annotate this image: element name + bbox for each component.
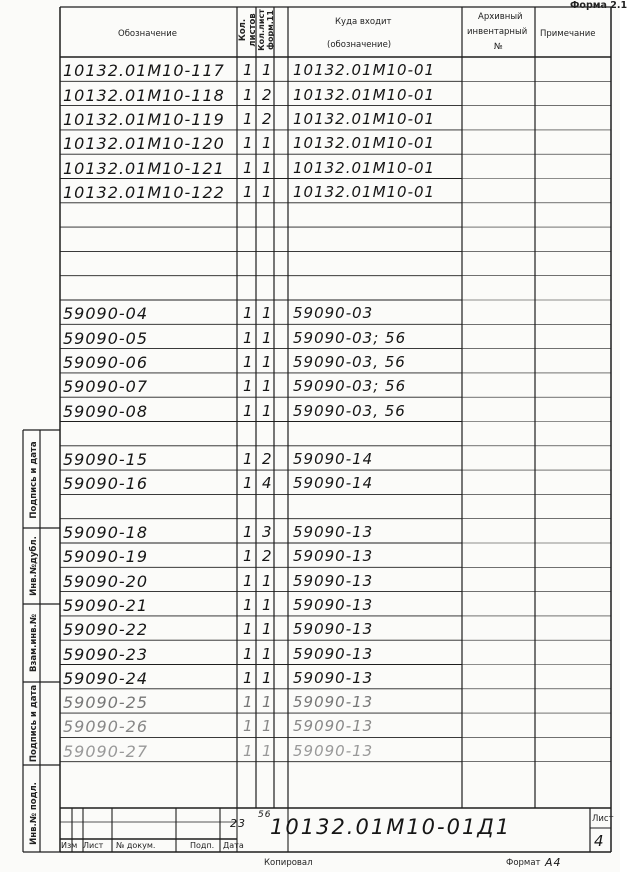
row-sheets: 1 <box>243 571 254 590</box>
side-label-signature-2: Подпись и дата <box>29 684 39 763</box>
row-copies: 1 <box>262 571 273 590</box>
document-number: 10132.01М10-01Д1 <box>270 815 512 839</box>
row-designation: 59090-06 <box>63 352 149 372</box>
row-sheets: 1 <box>243 620 254 639</box>
row-copies: 2 <box>262 109 273 128</box>
row-copies: 4 <box>262 474 273 493</box>
row-destination: 59090-13 <box>293 620 374 639</box>
row-copies: 1 <box>262 377 273 396</box>
footer-format-value: А4 <box>545 856 562 869</box>
row-designation: 59090-18 <box>63 523 149 542</box>
row-designation: 10132.01М10-122 <box>63 182 225 202</box>
tb-col-doc-no: № докум. <box>116 841 156 850</box>
row-sheets: 1 <box>243 693 254 712</box>
row-designation: 10132.01М10-119 <box>63 109 225 129</box>
tb-col-sign: Подп. <box>190 841 215 850</box>
row-sheets: 1 <box>243 741 254 760</box>
header-note: Примечание <box>540 29 596 39</box>
row-destination: 59090-03; 56 <box>293 328 407 347</box>
row-copies: 1 <box>262 668 273 687</box>
row-destination: 59090-13 <box>293 523 374 541</box>
row-copies: 1 <box>262 620 273 639</box>
row-destination: 59090-03 <box>293 304 374 323</box>
row-copies: 2 <box>262 450 273 469</box>
footer-copied: Копировал <box>264 858 313 868</box>
row-designation: 59090-15 <box>63 450 149 470</box>
row-sheets: 1 <box>243 450 254 469</box>
row-designation: 59090-22 <box>63 620 149 640</box>
row-designation: 10132.01М10-118 <box>63 85 225 105</box>
row-destination: 59090-13 <box>293 668 374 687</box>
row-sheets: 1 <box>243 474 254 493</box>
row-destination: 59090-14 <box>293 450 374 469</box>
row-sheets: 1 <box>243 328 254 347</box>
header-destination-2: (обозначение) <box>327 40 392 50</box>
row-sheets: 1 <box>243 109 254 128</box>
row-designation: 59090-26 <box>63 717 149 737</box>
row-destination: 59090-14 <box>293 474 374 493</box>
row-destination: 10132.01М10-01 <box>293 85 436 104</box>
row-sheets: 1 <box>243 547 254 566</box>
row-sheets: 1 <box>243 377 254 396</box>
side-label-replace-inventory: Взам.инв.№ <box>29 614 39 672</box>
row-copies: 1 <box>262 328 273 347</box>
row-designation: 59090-05 <box>63 328 149 348</box>
header-destination-1: Куда входит <box>335 17 392 27</box>
row-sheets: 1 <box>243 668 254 687</box>
row-destination: 59090-13 <box>293 741 374 760</box>
header-copies-count: Кол.лист форм.11 <box>257 9 275 51</box>
row-designation: 59090-19 <box>63 547 149 567</box>
row-designation: 10132.01М10-117 <box>63 61 225 81</box>
row-designation: 59090-07 <box>63 377 149 397</box>
row-copies: 2 <box>262 85 273 104</box>
row-copies: 1 <box>262 158 273 177</box>
side-label-signature-1: Подпись и дата <box>29 441 39 519</box>
row-designation: 59090-04 <box>63 304 149 324</box>
row-destination: 10132.01М10-01 <box>293 134 436 153</box>
tb-mark-23: 23 <box>230 817 246 830</box>
row-sheets: 1 <box>243 644 254 663</box>
row-copies: 1 <box>262 693 273 712</box>
row-sheets: 1 <box>243 352 254 371</box>
row-sheets: 1 <box>243 401 254 420</box>
row-sheets: 1 <box>243 717 254 736</box>
row-destination: 59090-13 <box>293 595 374 614</box>
row-sheets: 1 <box>243 595 254 614</box>
row-destination: 59090-03, 56 <box>293 401 406 420</box>
tb-sheet-label: Лист <box>592 814 614 824</box>
row-destination: 59090-03, 56 <box>293 352 406 371</box>
row-copies: 1 <box>262 182 273 201</box>
row-designation: 59090-23 <box>63 644 149 664</box>
tb-mark-56: 56 <box>258 810 272 820</box>
side-label-dup-inventory: Инв.№дубл. <box>29 536 39 596</box>
row-copies: 1 <box>262 644 273 663</box>
row-designation: 10132.01М10-120 <box>63 134 225 154</box>
header-archive-3: № <box>494 42 503 52</box>
row-destination: 10132.01М10-01 <box>293 61 436 80</box>
row-copies: 1 <box>262 61 273 80</box>
row-designation: 59090-20 <box>63 571 149 591</box>
row-copies: 2 <box>262 547 273 566</box>
tb-sheet-number: 4 <box>594 832 605 850</box>
row-destination: 59090-13 <box>293 644 374 663</box>
row-sheets: 1 <box>243 304 254 323</box>
row-copies: 1 <box>262 717 273 736</box>
row-designation: 59090-21 <box>63 595 149 615</box>
row-destination: 59090-13 <box>293 547 374 566</box>
row-destination: 59090-13 <box>293 693 374 712</box>
header-archive-2: инвентарный <box>467 27 528 37</box>
header-designation: Обозначение <box>118 29 177 39</box>
row-sheets: 1 <box>243 523 254 541</box>
form-label: Форма 2.1 <box>570 0 627 11</box>
side-label-original-inventory: Инв.№ подл. <box>29 782 39 845</box>
row-sheets: 1 <box>243 158 254 177</box>
footer-format-label: Формат <box>506 858 541 868</box>
row-copies: 1 <box>262 741 273 760</box>
row-sheets: 1 <box>243 61 254 80</box>
tb-col-sheet: Лист <box>83 841 104 850</box>
row-designation: 59090-27 <box>63 741 149 761</box>
row-copies: 1 <box>262 304 273 323</box>
row-copies: 3 <box>262 523 273 541</box>
row-sheets: 1 <box>243 182 254 201</box>
row-destination: 10132.01М10-01 <box>293 109 436 128</box>
row-designation: 10132.01М10-121 <box>63 158 225 178</box>
row-designation: 59090-25 <box>63 693 149 713</box>
header-archive-1: Архивный <box>478 12 523 22</box>
row-designation: 59090-24 <box>63 668 149 688</box>
row-destination: 59090-13 <box>293 571 374 590</box>
row-sheets: 1 <box>243 85 254 104</box>
tb-col-date: Дата <box>223 841 244 850</box>
row-sheets: 1 <box>243 134 254 153</box>
tb-col-change: Изм <box>61 841 78 850</box>
row-copies: 1 <box>262 134 273 153</box>
row-destination: 59090-13 <box>293 717 374 736</box>
row-copies: 1 <box>262 595 273 614</box>
row-designation: 59090-08 <box>63 401 149 421</box>
row-destination: 10132.01М10-01 <box>293 158 436 177</box>
row-copies: 1 <box>262 401 273 420</box>
row-copies: 1 <box>262 352 273 371</box>
row-destination: 10132.01М10-01 <box>293 182 436 201</box>
row-designation: 59090-16 <box>63 474 149 494</box>
row-destination: 59090-03; 56 <box>293 377 407 396</box>
header-sheets-count: Кол. листов <box>238 13 258 47</box>
